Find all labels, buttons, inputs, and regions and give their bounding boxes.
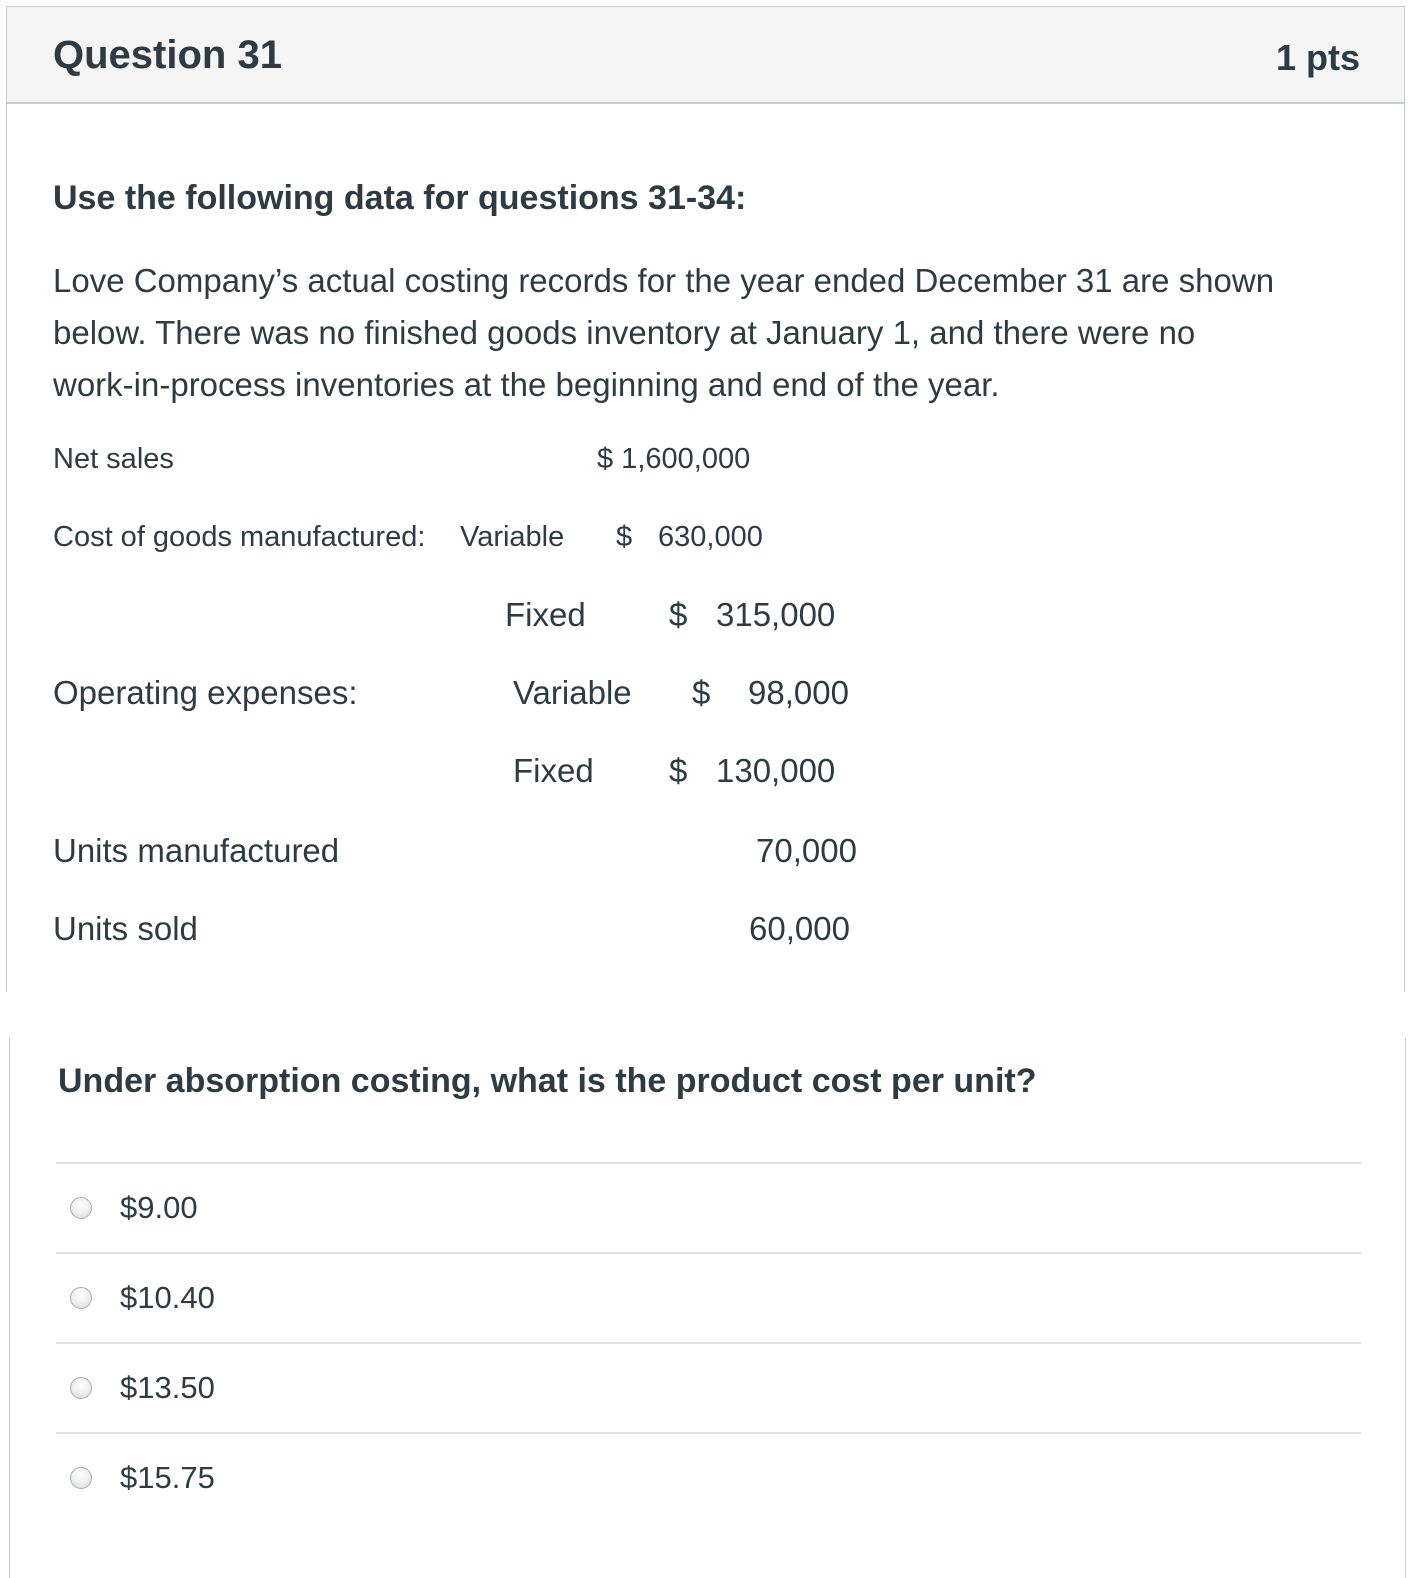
opex-variable-value: 98,000 [748, 674, 849, 711]
answer-label: $15.75 [120, 1460, 215, 1495]
cogm-fixed-dollar: $ [669, 596, 688, 633]
units-sold-label: Units sold [53, 910, 198, 947]
opex-label: Operating expenses: [53, 674, 358, 711]
answer-option[interactable] [56, 1254, 1361, 1344]
opex-fixed-label: Fixed [513, 752, 594, 789]
net-sales-label: Net sales [53, 443, 174, 475]
cogm-fixed-value: 315,000 [716, 596, 836, 633]
units-manufactured-value: 70,000 [756, 832, 857, 869]
opex-variable-dollar: $ [692, 674, 711, 711]
radio-button[interactable] [70, 1467, 92, 1489]
opex-fixed-value: 130,000 [716, 752, 836, 789]
answer-card [9, 1038, 1406, 1578]
radio-button[interactable] [70, 1287, 92, 1309]
answer-option[interactable] [56, 1164, 1361, 1254]
question-points: 1 pts [1275, 37, 1360, 78]
intro-heading: Use the following data for questions 31-34: [53, 179, 747, 217]
paragraph-line: Love Company’s actual costing records for the year ended December 31 are shown [53, 262, 1275, 299]
net-sales-value: $ 1,600,000 [597, 443, 751, 475]
units-sold-value: 60,000 [749, 910, 850, 947]
answer-option[interactable] [56, 1344, 1361, 1434]
radio-button[interactable] [70, 1377, 92, 1399]
answer-label: $9.00 [120, 1190, 198, 1225]
question-prompt: Under absorption costing, what is the product cost per unit? [58, 1062, 1037, 1100]
cogm-variable-value: 630,000 [658, 521, 763, 553]
answer-option[interactable] [56, 1434, 1361, 1522]
cogm-label: Cost of goods manufactured: [53, 521, 426, 553]
cogm-fixed-label: Fixed [505, 596, 586, 633]
cogm-variable-dollar: $ [616, 521, 633, 553]
paragraph-line: work-in-process inventories at the beginning and end of the year. [53, 366, 1000, 403]
scenario-paragraph [53, 255, 1353, 411]
question-card [6, 6, 1405, 992]
answer-list [56, 1162, 1361, 1522]
question-title: Question 31 [53, 33, 282, 77]
opex-variable-label: Variable [513, 674, 632, 711]
paragraph-line: below. There was no finished goods inventory at January 1, and there were no [53, 314, 1196, 351]
answer-label: $10.40 [120, 1280, 215, 1315]
radio-button[interactable] [70, 1197, 92, 1219]
question-header [7, 7, 1404, 104]
answer-label: $13.50 [120, 1370, 215, 1405]
opex-fixed-dollar: $ [669, 752, 688, 789]
units-manufactured-label: Units manufactured [53, 832, 340, 869]
cogm-variable-label: Variable [460, 521, 565, 553]
